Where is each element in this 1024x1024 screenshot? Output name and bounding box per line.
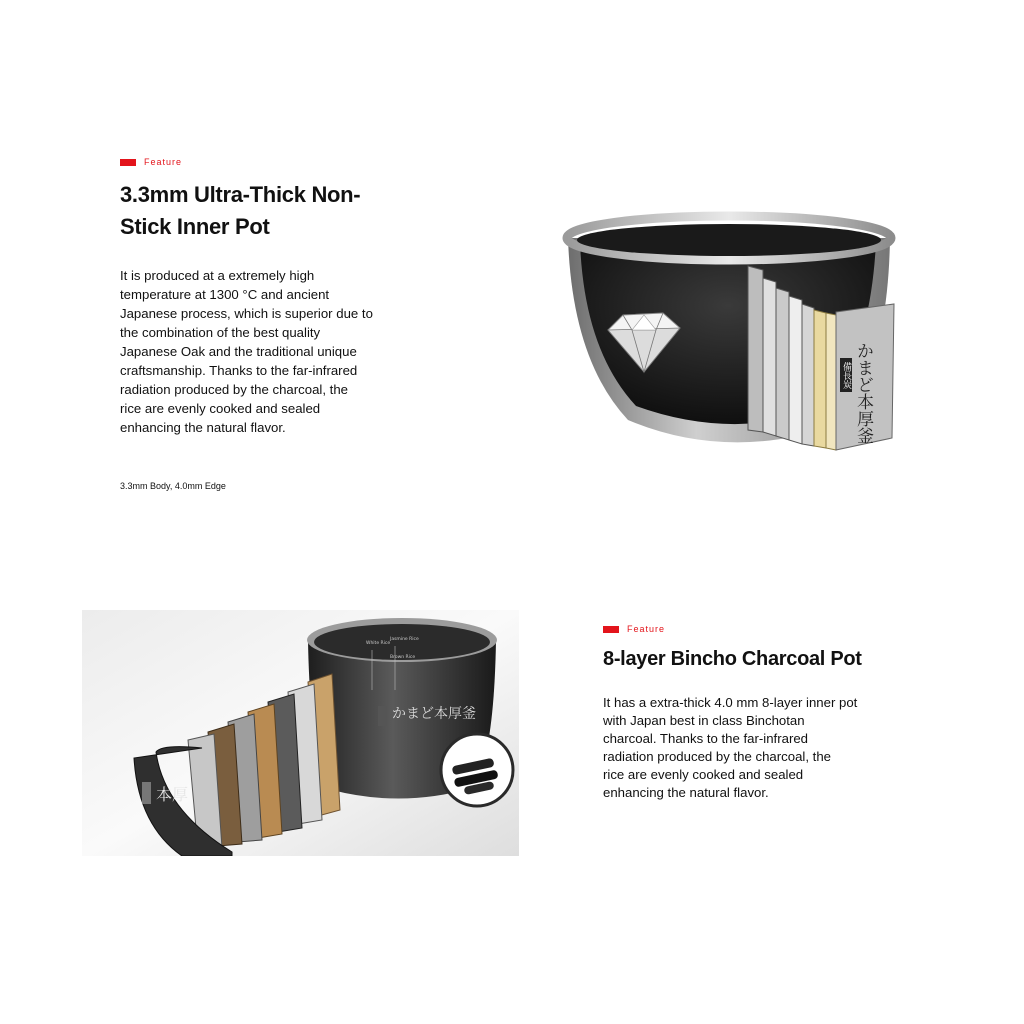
scale-label-jasmine-rice: Jasmine Rice [390,637,419,642]
description-line: charcoal. Thanks to the far-infrared [603,731,808,746]
fragment-brand-text: 本厚 [156,785,189,804]
description [120,266,420,437]
feature-tag-bar [603,626,619,633]
description-line: enhancing the natural flavor. [120,420,286,435]
description-line: temperature at 1300 °C and ancient [120,287,330,302]
description-line: craftsmanship. Thanks to the far-infrared [120,363,358,378]
feature-tag [120,157,182,167]
description-line: rice are evenly cooked and sealed [603,767,804,782]
description-line: rice are evenly cooked and sealed [120,401,321,416]
title-line-1: 3.3mm Ultra-Thick Non- [120,182,361,207]
description [603,694,903,802]
description-line: radiation produced by the charcoal, the [120,382,348,397]
pot-brand-text: かまど本厚釜 [392,706,476,722]
description-line: Japanese process, which is superior due to [120,306,373,321]
description-line: Japanese Oak and the traditional unique [120,344,357,359]
description-line: It has a extra-thick 4.0 mm 8-layer inner pot [603,695,858,710]
scale-label-brown-rice: Brown Rice [390,655,416,660]
title-line-2: Stick Inner Pot [120,214,270,239]
description-line: radiation produced by the charcoal, the [603,749,831,764]
inner-pot-cutaway-image [558,200,903,475]
spec-note: 3.3mm Body, 4.0mm Edge [120,481,226,491]
description-line: the combination of the best quality [120,325,321,340]
seal-text: 備長炭 [841,362,851,389]
description-line: enhancing the natural flavor. [603,785,769,800]
description-line: with Japan best in class Binchotan [603,713,805,728]
description-line: It is produced at a extremely high [120,268,315,283]
section-title: 8-layer Bincho Charcoal Pot [603,648,862,670]
binchotan-charcoal-icon [441,734,513,806]
scale-label-white-rice: White Rice [366,641,391,646]
feature-tag [603,624,665,634]
feature-tag-label: Feature [144,157,183,167]
brand-text: かまど本厚釜 [853,342,873,444]
feature-tag-bar [120,159,136,166]
feature-tag-label: Feature [627,624,666,634]
charcoal-pot-layers-image [82,610,519,856]
section-title [120,179,360,243]
